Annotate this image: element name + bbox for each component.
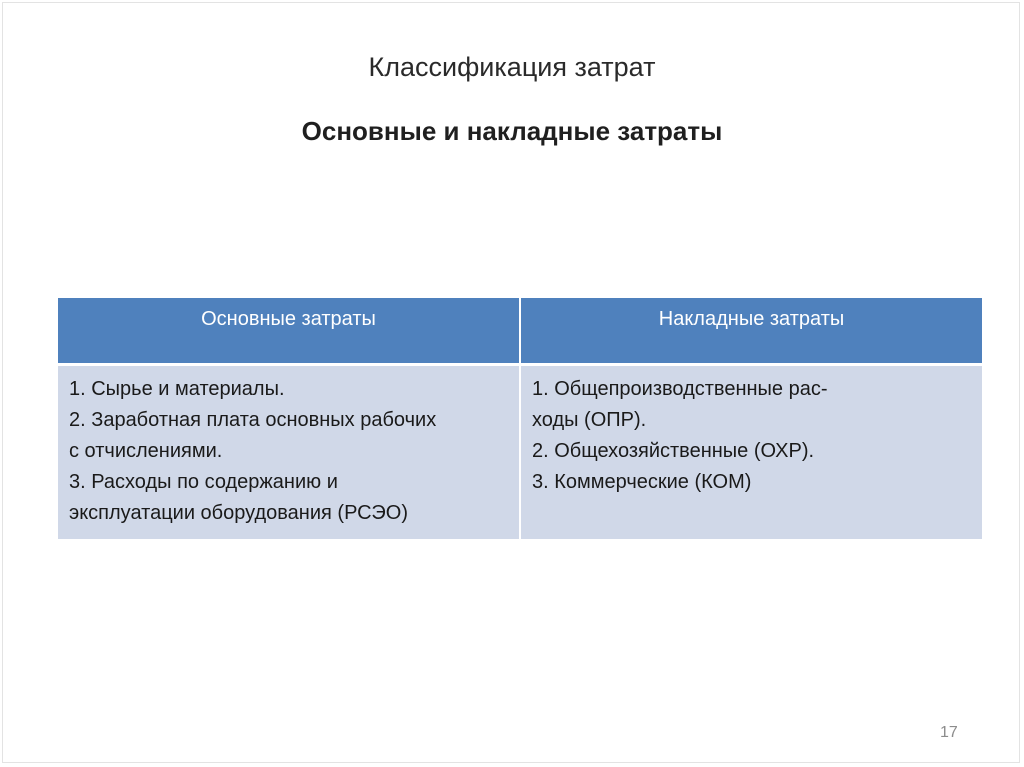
overhead-costs-cell [520, 364, 982, 539]
direct-cost-line: 2. Заработная плата основных рабочих [69, 408, 437, 431]
page-number: 17 [940, 724, 958, 741]
direct-costs-cell [58, 364, 520, 539]
overhead-cost-line: 2. Общехозяйственные (ОХР). [532, 439, 815, 462]
table-body-row [58, 364, 982, 539]
direct-cost-line: 3. Расходы по содержанию и [69, 470, 338, 493]
direct-cost-line: эксплуатации оборудования (РСЭО) [69, 501, 408, 524]
slide-subtitle: Основные и накладные затраты [301, 116, 723, 146]
direct-cost-line: с отчислениями. [69, 439, 223, 462]
table-header-row [58, 298, 982, 364]
overhead-cost-line: 3. Коммерческие (КОМ) [532, 470, 752, 493]
header-direct-costs: Основные затраты [58, 298, 520, 364]
header-overhead-costs: Накладные затраты [520, 298, 982, 364]
slide-title: Классификация затрат [368, 52, 656, 82]
cost-classification-table [58, 298, 982, 539]
overhead-cost-line: 1. Общепроизводственные рас- [532, 377, 828, 400]
overhead-cost-line: ходы (ОПР). [532, 408, 647, 431]
direct-cost-line: 1. Сырье и материалы. [69, 377, 285, 400]
